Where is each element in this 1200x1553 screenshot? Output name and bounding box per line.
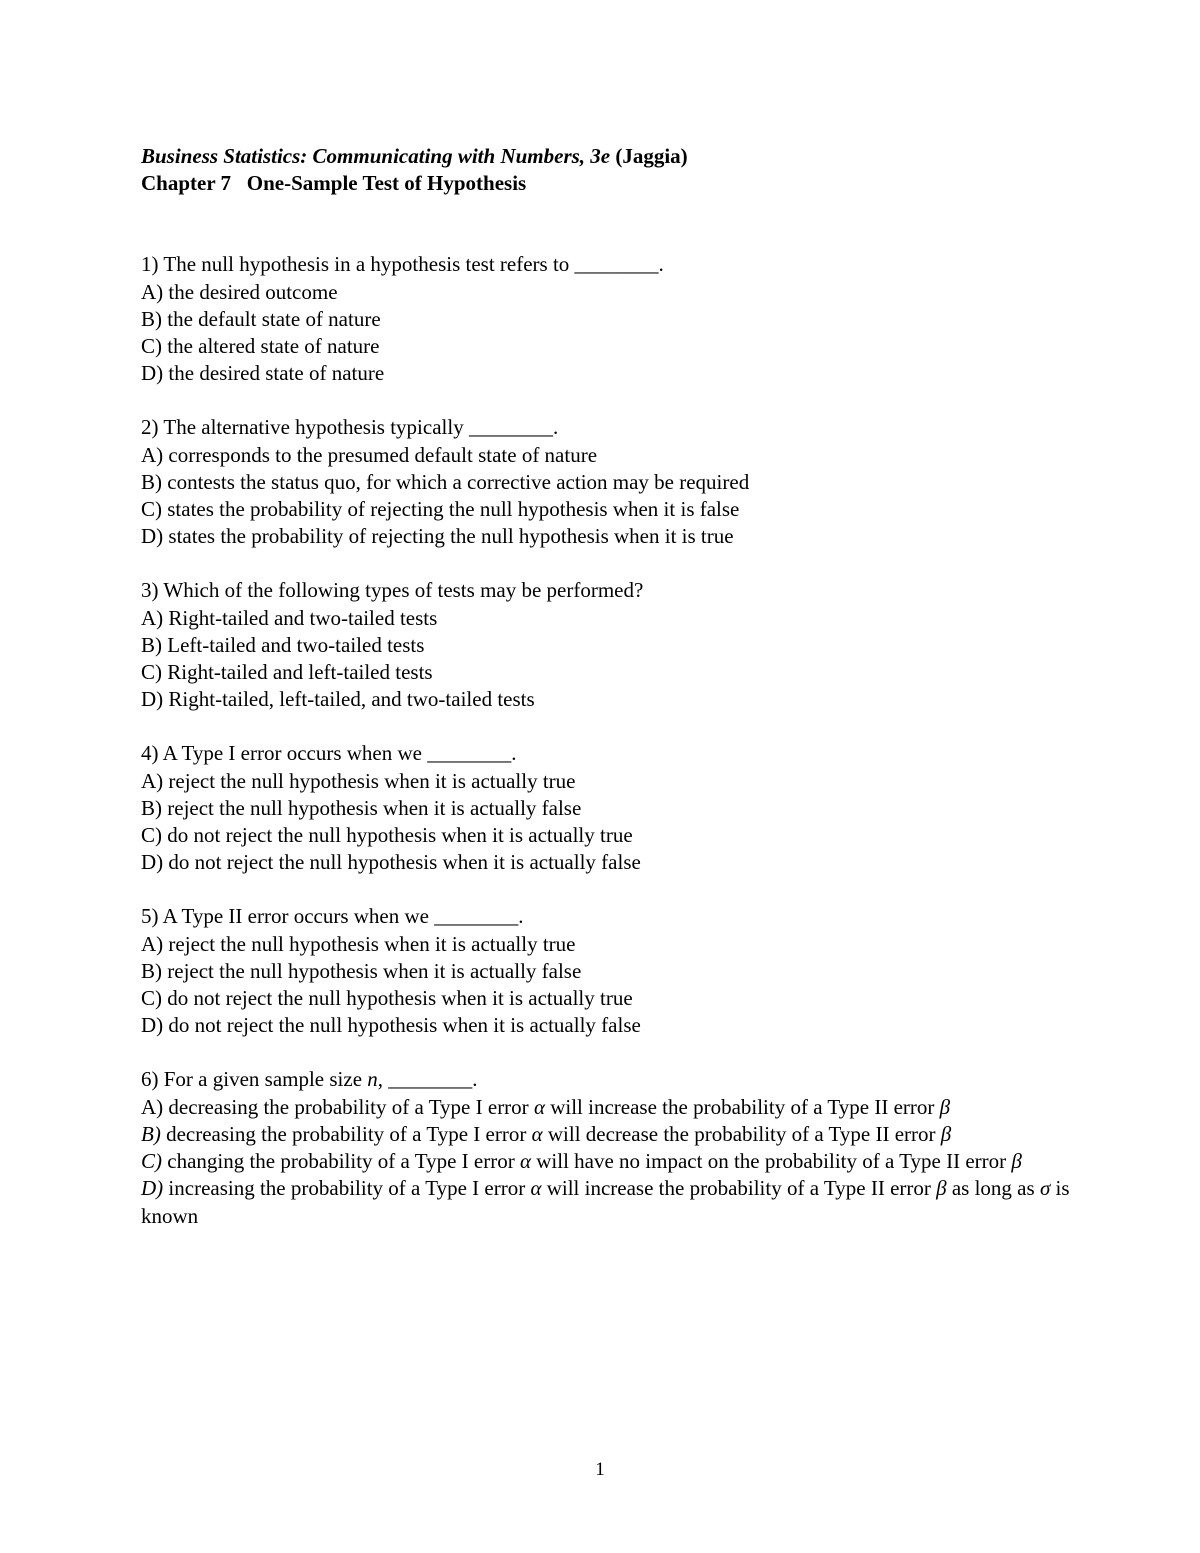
option-a: A) reject the null hypothesis when it is actually true: [141, 768, 576, 793]
beta-symbol: β: [936, 1176, 947, 1201]
alpha-symbol: α: [531, 1121, 543, 1146]
option-d: D) do not reject the null hypothesis when it is actually false: [141, 1013, 641, 1038]
question-number: 5): [141, 904, 159, 929]
option-a: A) reject the null hypothesis when it is actually true: [141, 931, 576, 956]
option-a: A) corresponds to the presumed default state of nature: [141, 442, 598, 467]
alpha-symbol: α: [533, 1094, 545, 1119]
option-d: D) do not reject the null hypothesis when it is actually false: [141, 850, 641, 875]
option-c: C) do not reject the null hypothesis when it is actually true: [141, 986, 633, 1011]
option-b: B) contests the status quo, for which a corrective action may be required: [141, 469, 750, 494]
chapter-heading: [141, 170, 1081, 197]
book-title: Business Statistics: Communicating with Numbers, 3e: [141, 144, 611, 168]
question-stem: 6) For a given sample size n, ________.: [141, 1067, 478, 1092]
option-a: A) decreasing the probability of a Type I error α will increase the probability of a Type II error β: [141, 1094, 951, 1119]
option-c: C) changing the probability of a Type I error α will have no impact on the probability of a Type II error β: [141, 1149, 1022, 1174]
chapter-number: Chapter 7: [141, 171, 232, 196]
option-a: A) the desired outcome: [141, 279, 338, 304]
question-5: [141, 903, 1081, 1039]
question-text: A Type I error occurs when we ________.: [162, 741, 517, 766]
question-number: 2): [141, 415, 159, 440]
chapter-title: One-Sample Test of Hypothesis: [246, 171, 527, 196]
question-text: Which of the following types of tests may be performed?: [163, 578, 644, 603]
sigma-symbol: σ: [1039, 1176, 1051, 1201]
question-number: 3): [141, 578, 159, 603]
option-b: B) Left-tailed and two-tailed tests: [141, 632, 425, 657]
question-text: The alternative hypothesis typically ________.: [163, 415, 559, 440]
option-d: D) states the probability of rejecting the null hypothesis when it is true: [141, 524, 734, 549]
option-a: A) Right-tailed and two-tailed tests: [141, 605, 438, 630]
question-text: The null hypothesis in a hypothesis test refers to ________.: [163, 252, 664, 277]
option-b: B) reject the null hypothesis when it is actually false: [141, 958, 582, 983]
beta-symbol: β: [1011, 1149, 1022, 1174]
option-c: C) the altered state of nature: [141, 334, 380, 359]
question-stem: [141, 903, 1081, 930]
question-text: A Type II error occurs when we ________.: [162, 904, 524, 929]
question-stem: [141, 740, 1081, 767]
option-c: C) states the probability of rejecting the null hypothesis when it is false: [141, 497, 740, 522]
option-d: D) increasing the probability of a Type I error α will increase the probability of a Type II error β as long as σ is known: [141, 1176, 1070, 1228]
question-stem: [141, 414, 1081, 441]
question-stem: [141, 577, 1081, 604]
question-6: [141, 1066, 1081, 1229]
question-4: [141, 740, 1081, 876]
option-b: B) decreasing the probability of a Type I error α will decrease the probability of a Type II error β: [141, 1121, 952, 1146]
question-number: 1): [141, 252, 159, 277]
beta-symbol: β: [940, 1121, 952, 1146]
book-title-line: [141, 143, 1081, 170]
option-d: D) the desired state of nature: [141, 361, 385, 386]
alpha-symbol: α: [519, 1149, 531, 1174]
book-author: (Jaggia): [615, 144, 688, 168]
beta-symbol: β: [939, 1094, 951, 1119]
option-b: B) the default state of nature: [141, 306, 381, 331]
question-3: [141, 577, 1081, 713]
option-d: D) Right-tailed, left-tailed, and two-tailed tests: [141, 687, 535, 712]
document-page: [141, 143, 1081, 1230]
question-1: [141, 251, 1081, 387]
question-number: 4): [141, 741, 159, 766]
option-c: C) Right-tailed and left-tailed tests: [141, 660, 433, 685]
alpha-symbol: α: [530, 1176, 542, 1201]
question-2: [141, 414, 1081, 550]
page-number: 1: [595, 1459, 605, 1480]
variable-n: n: [367, 1067, 378, 1092]
question-stem: [141, 251, 1081, 278]
option-b: B) reject the null hypothesis when it is actually false: [141, 795, 582, 820]
question-number: 6): [141, 1067, 159, 1092]
option-c: C) do not reject the null hypothesis when it is actually true: [141, 823, 633, 848]
